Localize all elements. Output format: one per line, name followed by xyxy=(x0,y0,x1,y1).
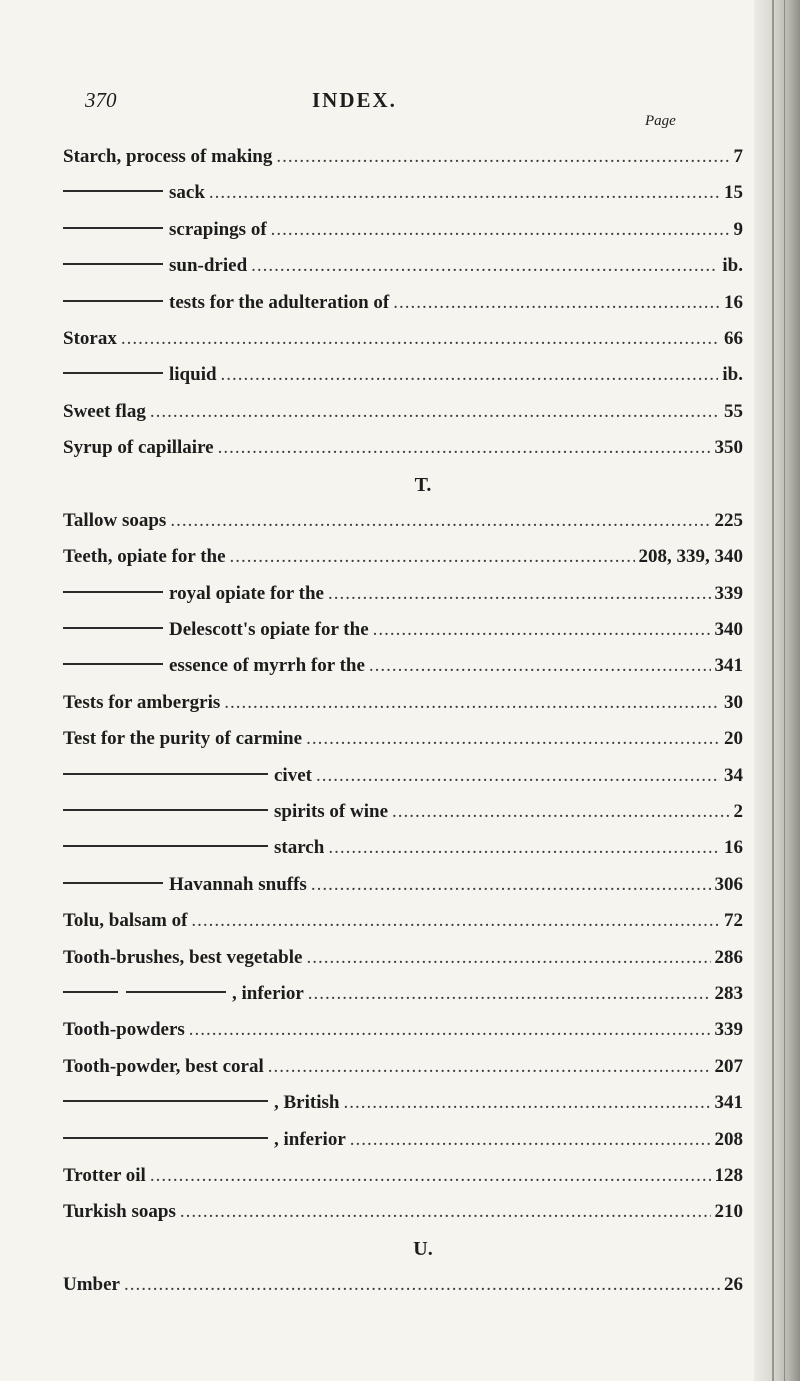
index-entry xyxy=(63,503,743,539)
ditto-dash xyxy=(63,1100,268,1102)
ditto-dash xyxy=(63,627,163,629)
entry-page-number: 55 xyxy=(724,400,743,422)
entry-label: sun-dried xyxy=(169,255,248,277)
entry-page-number: 66 xyxy=(724,327,743,349)
dot-leader xyxy=(121,321,720,357)
entry-label: royal opiate for the xyxy=(169,582,324,604)
entry-page-number: 208 xyxy=(714,1128,743,1150)
dot-leader xyxy=(221,357,719,393)
entry-label: Umber xyxy=(63,1274,120,1296)
dot-leader xyxy=(170,503,710,539)
entry-page-number: 208, 339, 340 xyxy=(638,546,743,568)
entry-page-number: ib. xyxy=(722,364,743,386)
ditto-dash xyxy=(63,991,118,993)
index-entry xyxy=(63,212,743,248)
index-entry xyxy=(63,175,743,211)
index-entry xyxy=(63,248,743,284)
dot-leader xyxy=(124,1267,720,1303)
dot-leader xyxy=(209,175,720,211)
entry-page-number: 341 xyxy=(714,1092,743,1114)
entry-label: Starch, process of making xyxy=(63,146,273,167)
entry-label: Tooth-powders xyxy=(63,1019,185,1041)
dot-leader xyxy=(218,430,711,466)
dot-leader xyxy=(224,685,720,721)
section-letter: T. xyxy=(414,473,432,496)
entry-label: , inferior xyxy=(274,1128,346,1150)
entry-page-number: 34 xyxy=(724,764,743,786)
ditto-dash xyxy=(63,372,163,374)
ditto-dash xyxy=(63,190,163,192)
entry-page-number: ib. xyxy=(722,255,743,277)
dot-leader xyxy=(189,1012,711,1048)
dot-leader xyxy=(328,576,711,612)
index-entry xyxy=(63,648,743,684)
entry-label: civet xyxy=(274,764,312,786)
index-entry xyxy=(63,321,743,357)
entry-label: Sweet flag xyxy=(63,400,146,422)
entry-page-number: 339 xyxy=(714,1019,743,1041)
index-entry xyxy=(63,867,743,903)
dot-leader xyxy=(373,612,711,648)
entry-page-number: 340 xyxy=(714,619,743,641)
entry-page-number: 339 xyxy=(714,582,743,604)
entry-label: Trotter oil xyxy=(63,1164,146,1186)
dot-leader xyxy=(150,394,720,430)
entry-label: Tooth-powder, best coral xyxy=(63,1055,264,1077)
index-entry xyxy=(63,139,743,175)
entry-page-number: 7 xyxy=(733,146,743,167)
dot-leader xyxy=(230,539,635,575)
dot-leader xyxy=(393,285,720,321)
dot-leader xyxy=(392,794,730,830)
index-entry xyxy=(63,612,743,648)
entry-page-number: 350 xyxy=(714,437,743,459)
ditto-dash xyxy=(63,591,163,593)
dot-leader xyxy=(306,940,710,976)
dot-leader xyxy=(180,1194,711,1230)
entry-page-number: 283 xyxy=(714,982,743,1004)
index-entry xyxy=(63,903,743,939)
index-entry xyxy=(63,794,743,830)
dot-leader xyxy=(350,1122,711,1158)
entry-label: , inferior xyxy=(232,982,304,1004)
entry-page-number: 341 xyxy=(714,655,743,677)
ditto-dash xyxy=(63,300,163,302)
entry-label: Teeth, opiate for the xyxy=(63,546,226,568)
entry-label: tests for the adulteration of xyxy=(169,291,390,313)
ditto-dash xyxy=(63,1137,268,1139)
entry-label: Delescott's opiate for the xyxy=(169,619,369,641)
dot-leader xyxy=(191,903,720,939)
dot-leader xyxy=(306,721,720,757)
entry-page-number: 128 xyxy=(714,1164,743,1186)
index-entry xyxy=(63,1049,743,1085)
entry-label: spirits of wine xyxy=(274,801,388,823)
entry-label: Tests for ambergris xyxy=(63,691,221,713)
entry-page-number: 286 xyxy=(714,946,743,968)
entry-label: Storax xyxy=(63,327,117,349)
index-entry xyxy=(63,758,743,794)
index-entry xyxy=(63,1267,743,1303)
dot-leader xyxy=(271,212,730,248)
dot-leader xyxy=(343,1085,710,1121)
ditto-dash xyxy=(63,845,268,847)
index-entry-list xyxy=(63,139,743,1304)
index-entry xyxy=(63,394,743,430)
ditto-dash xyxy=(63,773,268,775)
page-column-label: Page xyxy=(645,113,676,129)
dot-leader xyxy=(311,867,711,903)
ditto-dash xyxy=(63,263,163,265)
ditto-dash xyxy=(63,227,163,229)
index-entry xyxy=(63,1122,743,1158)
index-entry xyxy=(63,830,743,866)
entry-page-number: 16 xyxy=(724,291,743,313)
dot-leader xyxy=(316,758,720,794)
entry-label: sack xyxy=(169,182,205,204)
page-number: 370 xyxy=(85,88,117,112)
dot-leader xyxy=(308,976,711,1012)
entry-page-number: 16 xyxy=(724,837,743,859)
dot-leader xyxy=(150,1158,711,1194)
entry-page-number: 207 xyxy=(714,1055,743,1077)
entry-label: scrapings of xyxy=(169,218,267,240)
entry-label: starch xyxy=(274,837,325,859)
index-entry xyxy=(63,1012,743,1048)
entry-label: Tooth-brushes, best vegetable xyxy=(63,946,303,968)
entry-page-number: 210 xyxy=(714,1201,743,1223)
entry-page-number: 30 xyxy=(724,691,743,713)
section-letter: U. xyxy=(413,1237,433,1260)
dot-leader xyxy=(276,139,729,175)
entry-label: Syrup of capillaire xyxy=(63,437,214,459)
index-title: INDEX. xyxy=(312,88,397,112)
dot-leader xyxy=(328,830,720,866)
index-entry xyxy=(63,1085,743,1121)
page-binding-edge xyxy=(754,0,800,1381)
entry-label: Tallow soaps xyxy=(63,509,167,531)
entry-page-number: 9 xyxy=(733,218,743,240)
index-entry xyxy=(63,976,743,1012)
entry-label: essence of myrrh for the xyxy=(169,655,365,677)
ditto-dash xyxy=(63,663,163,665)
entry-label: liquid xyxy=(169,364,217,386)
ditto-dash xyxy=(63,882,163,884)
dot-leader xyxy=(369,648,711,684)
entry-label: Havannah snuffs xyxy=(169,873,307,895)
entry-page-number: 20 xyxy=(724,728,743,750)
index-entry xyxy=(63,285,743,321)
index-entry xyxy=(63,1194,743,1230)
entry-page-number: 225 xyxy=(714,509,743,531)
index-entry xyxy=(63,357,743,393)
entry-label: , British xyxy=(274,1092,340,1114)
index-entry xyxy=(63,721,743,757)
index-entry xyxy=(63,685,743,721)
entry-label: Tolu, balsam of xyxy=(63,910,188,932)
entry-page-number: 15 xyxy=(724,182,743,204)
entry-page-number: 26 xyxy=(724,1274,743,1296)
index-entry xyxy=(63,539,743,575)
dot-leader xyxy=(268,1049,711,1085)
entry-page-number: 72 xyxy=(724,910,743,932)
entry-label: Test for the purity of carmine xyxy=(63,728,303,750)
entry-page-number: 306 xyxy=(714,873,743,895)
index-entry xyxy=(63,430,743,466)
entry-page-number: 2 xyxy=(733,801,743,823)
index-entry xyxy=(63,940,743,976)
ditto-dash xyxy=(63,809,268,811)
entry-label: Turkish soaps xyxy=(63,1201,176,1223)
dot-leader xyxy=(251,248,718,284)
index-entry xyxy=(63,576,743,612)
index-entry xyxy=(63,1158,743,1194)
ditto-dash xyxy=(126,991,226,993)
